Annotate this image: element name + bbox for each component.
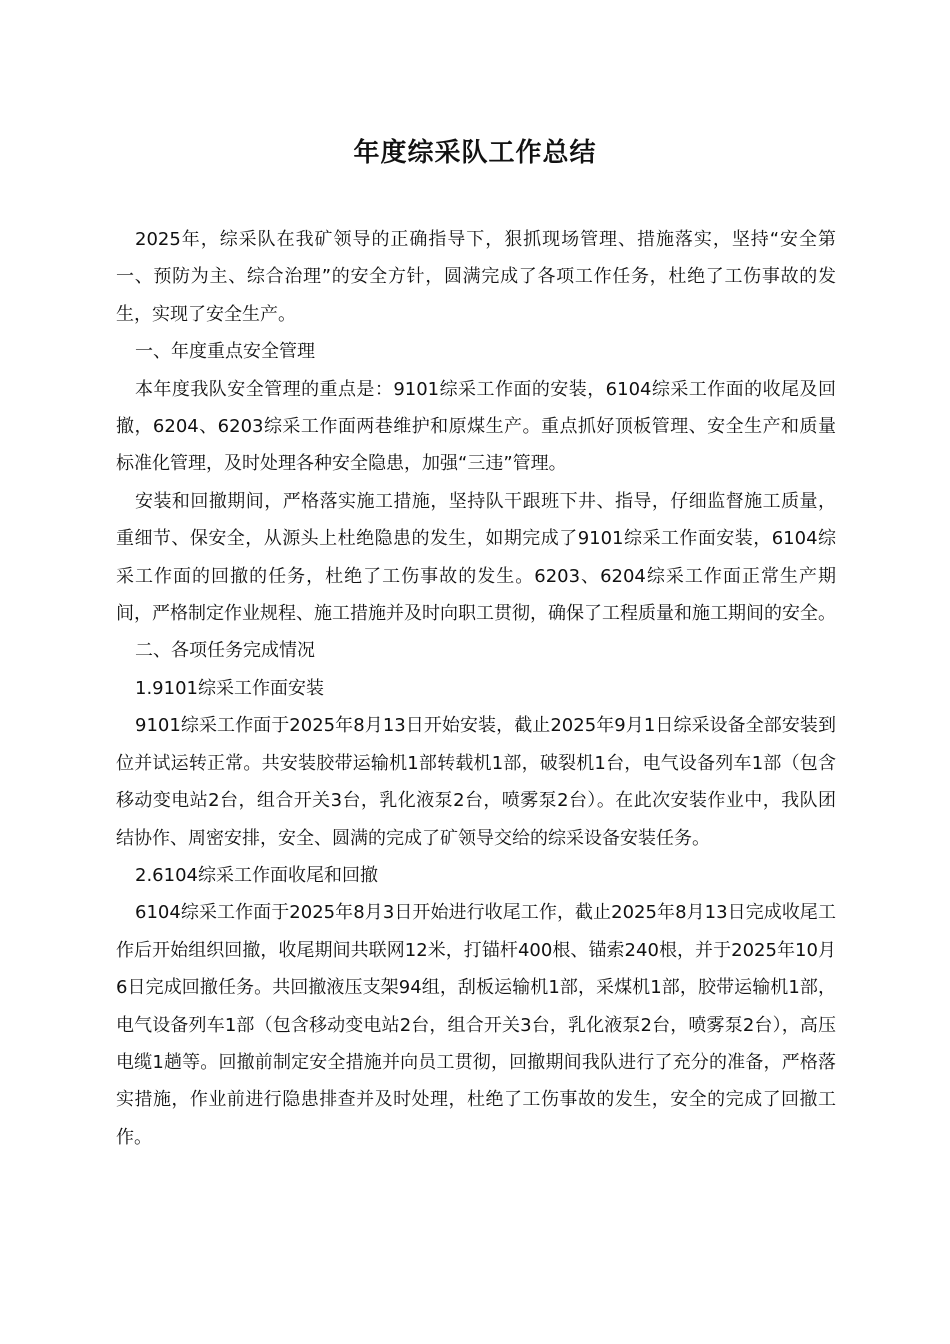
subsection-heading-1: 1.9101综采工作面安装 [135,677,324,699]
section-1-paragraph-2: 安装和回撤期间，严格落实施工措施，坚持队干跟班下井、指导，仔细监督施工质量，重细节、保安全，从源头上杜绝隐患的发生，如期完成了9101综采工作面安装，6104综采工作面的回撤的任务，杜绝了工伤事故的发生。6203、6204综采工作面正常生产期间，严格制定作业规程、施工措施并及时向职工贯彻，确保了工程质量和施工期间的安全。 [116,490,836,625]
document-title: 年度综采队工作总结 [353,138,597,168]
subsection-heading-2: 2.6104综采工作面收尾和回撤 [135,864,378,886]
intro-paragraph: 2025年，综采队在我矿领导的正确指导下，狠抓现场管理、措施落实，坚持“安全第一、预防为主、综合治理”的安全方针，圆满完成了各项工作任务，杜绝了工伤事故的发生，实现了安全生产。 [116,229,836,325]
subsection-2-paragraph: 6104综采工作面于2025年8月3日开始进行收尾工作，截止2025年8月13日完成收尾工作后开始组织回撤，收尾期间共联网12米，打锚杆400根、锚索240根，并于2025年10月6日完成回撤任务。共回撤液压支架94组，刮板运输机1部，采煤机1部，胶带运输机1部，电气设备列车1部（包含移动变电站2台，组合开关3台，乳化液泵2台，喷雾泵2台），高压电缆1趟等。回撤前制定安全措施并向员工贯彻，回撤期间我队进行了充分的准备，严格落实措施，作业前进行隐患排查并及时处理，杜绝了工伤事故的发生，安全的完成了回撤工作。 [116,902,836,1148]
section-heading-1: 一、年度重点安全管理 [135,341,315,363]
document-body [116,221,836,1156]
section-heading-2: 二、各项任务完成情况 [135,640,315,662]
section-1-paragraph-1: 本年度我队安全管理的重点是：9101综采工作面的安装，6104综采工作面的收尾及回撤，6204、6203综采工作面两巷维护和原煤生产。重点抓好顶板管理、安全生产和质量标准化管理，及时处理各种安全隐患，加强“三违”管理。 [116,378,836,475]
subsection-1-paragraph: 9101综采工作面于2025年8月13日开始安装，截止2025年9月1日综采设备全部安装到位并试运转正常。共安装胶带运输机1部转载机1部，破裂机1台，电气设备列车1部（包含移动变电站2台，组合开关3台，乳化液泵2台，喷雾泵2台）。在此次安装作业中，我队团结协作、周密安排，安全、圆满的完成了矿领导交给的综采设备安装任务。 [116,715,836,849]
